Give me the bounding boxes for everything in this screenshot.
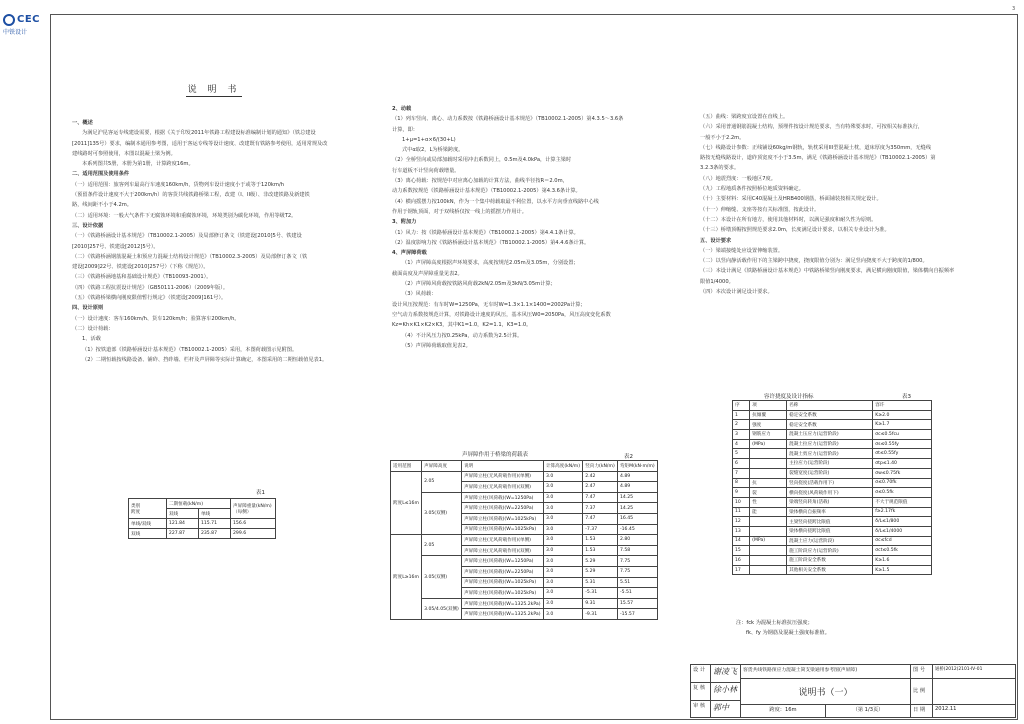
- table-cell: 声屏障立柱(风荷载)(W=1250Pa): [462, 556, 544, 567]
- height-cell: 3.05(双侧): [422, 492, 462, 534]
- table-cell: 混凝土压应力(运营阶段): [787, 430, 873, 440]
- text-line: 设计风压按规范：有车时W=1250Pa，无车时W=1.3×1.1×1400=2002Pa计算；: [392, 301, 586, 308]
- label-drawing-no: 图 号: [911, 665, 933, 679]
- table-cell: 钢筋应力: [750, 430, 787, 440]
- table1-sub-header: 单线: [198, 509, 230, 519]
- text-line: 截面高度及声屏障重量见表2。: [392, 270, 463, 277]
- table-cell: (MPa): [750, 536, 787, 546]
- table-cell: 声屏障立柱(风荷载)(W=2250Pa): [462, 566, 544, 577]
- table-cell: 声屏障立柱(无风荷载作用)(双侧): [462, 482, 544, 493]
- table-row: [391, 471, 658, 482]
- range-cell: 跨度L≤16m: [391, 471, 422, 535]
- text-line: 1+μ=1+α×6/(30+L): [402, 136, 456, 143]
- table-cell: 227.87: [166, 529, 198, 539]
- text-line: （二）以竖向静活载作用下的主梁跨中挠度，挠度限值分别为：满足竖向挠度不大于跨度的1/800。: [700, 258, 928, 265]
- text-line: 四、设计原则: [72, 305, 104, 312]
- table-cell: 声屏障立柱(风荷载)(W=1325.2kPa): [462, 609, 544, 620]
- table3-caption: 表3: [902, 394, 911, 400]
- text-column-2: [392, 104, 664, 351]
- table2-caption: 表2: [624, 454, 633, 460]
- table-cell: 3.0: [543, 566, 582, 577]
- table-cell: 双线: [129, 529, 167, 539]
- text-line: （2）温度影响力按《铁路桥涵设计基本规范》（TB10002.1-2005）第4.4.6条计算。: [392, 239, 590, 246]
- table-cell: 混凝土拉应力(运营阶段): [787, 439, 873, 449]
- table-cell: (MPa): [750, 439, 787, 449]
- table-row: [733, 536, 932, 546]
- text-line: （三）《铁路桥涵地基和基础设计规范》（TB10093-2001）。: [72, 274, 212, 281]
- text-line: （2）二期恒载按线路设备、铺砟、挡砟墙、栏杆及声屏障等实际计算确定，本图采用的二期恒载值见表1。: [82, 356, 328, 363]
- table-cell: 声屏障立柱(风荷载)(W=1325.2kPa): [462, 598, 544, 609]
- table-row: [733, 565, 932, 575]
- table-cell: σc≤0.5fcu: [873, 430, 932, 440]
- table-cell: 声屏障立柱(风荷载)(W=1250Pa): [462, 492, 544, 503]
- table-row: [733, 449, 932, 459]
- table-cell: 4.89: [617, 471, 657, 482]
- table-3-design-indices: [732, 400, 932, 575]
- table-cell: 15: [733, 546, 750, 556]
- table-cell: 不大于规范限值: [873, 497, 932, 507]
- text-line: 2、动载: [392, 106, 412, 112]
- page-number: 3: [1012, 6, 1016, 12]
- text-line: Kz=Kh×K1×K2×K3，其中K1=1.0，K2=1.1，K3=1.0。: [392, 322, 532, 329]
- column-header: 说明: [462, 461, 544, 472]
- table-cell: 1.53: [583, 535, 618, 546]
- table-cell: K≥1.5: [873, 565, 932, 575]
- table-cell: 7.47: [583, 492, 618, 503]
- text-line: 一、概述: [72, 120, 93, 126]
- text-line: 空气动力系数按规范计算，对铁路设计速度的风压，基本风压W0=2050Pa，风压高度变化系数: [392, 311, 611, 318]
- table-cell: 9.31: [583, 598, 618, 609]
- table-row: [391, 535, 658, 546]
- table-cell: 3.0: [543, 513, 582, 524]
- table-cell: 1.53: [583, 545, 618, 556]
- table-cell: 梁体横向自振频率: [787, 507, 873, 517]
- height-cell: 3.05(双侧): [422, 556, 462, 598]
- table-2-noise-barrier-loads: [390, 460, 658, 620]
- text-line: （十二）本设计在所有地方，使用其他材料时，以满足强度和耐久性为原则。: [700, 216, 877, 223]
- table-cell: 强度: [750, 420, 787, 430]
- text-line: [2011]135号）要求，编制本通用参考图，适用于客运专线等设计速度、改建既有铁路参考使用，适用常规及改: [72, 140, 328, 147]
- text-line: （六）采用普通钢筋混凝土结构，预埋件按设计规范要求，当有特殊要求时，可按相关标准执行，: [700, 124, 924, 131]
- signature-review: 徐小林: [711, 683, 741, 701]
- label-review: 复 核: [691, 683, 711, 701]
- table-cell: σc≤fcd: [873, 536, 932, 546]
- table-cell: 主拉应力(运营阶段): [787, 459, 873, 469]
- text-line: （4）不计风压力按0.25kPa，动力系数为2.5计算。: [402, 332, 523, 339]
- text-line: （3）风荷载：: [402, 291, 437, 298]
- table-cell: 12: [733, 517, 750, 527]
- table-cell: 梁端竖向转角(活载): [787, 497, 873, 507]
- column-header: 适用范围: [391, 461, 422, 472]
- table-cell: 3.0: [543, 545, 582, 556]
- text-line: 4、声屏障荷载: [392, 250, 427, 257]
- table-cell: 3: [733, 430, 750, 440]
- table-cell: 3.0: [543, 577, 582, 588]
- table-cell: 11: [733, 507, 750, 517]
- text-line: （1）按铁道部《铁路桥涵设计基本规范》（TB10002.1-2005）采用，本图荷载图示见附图。: [82, 346, 298, 353]
- table-row: [733, 459, 932, 469]
- table-cell: 3.0: [543, 556, 582, 567]
- table-cell: 8: [733, 478, 750, 488]
- table-row: [733, 410, 932, 420]
- table-cell: 9: [733, 488, 750, 498]
- text-line: （五）曲线：梁跨度宜设置在直线上。: [700, 114, 789, 120]
- table-cell: 17: [733, 565, 750, 575]
- text-line: 3.2.3条的要求。: [700, 165, 740, 172]
- logo-subtext: 中铁设计: [3, 29, 28, 36]
- label-design: 设 计: [691, 665, 711, 683]
- table-cell: 2: [733, 420, 750, 430]
- table-cell: 7.75: [617, 566, 657, 577]
- text-line: （4）横向摇摆力按100kN，作为一个集中荷载取最不利位置，以水平方向垂直线路中心线: [392, 198, 599, 205]
- table-cell: 声屏障立柱(无风荷载作用)(单侧): [462, 535, 544, 546]
- table-cell: 混凝土剪应力(运营阶段): [787, 449, 873, 459]
- table-cell: 稳定安全系数: [787, 420, 873, 430]
- table-row: [391, 556, 658, 567]
- table-row: [733, 546, 932, 556]
- table-cell: 16.45: [617, 513, 657, 524]
- table-cell: [750, 459, 787, 469]
- table-cell: [750, 468, 787, 478]
- table-cell: 7.58: [617, 545, 657, 556]
- table-cell: K≥1.7: [873, 420, 932, 430]
- table-cell: 3.0: [543, 598, 582, 609]
- table-cell: 3.0: [543, 503, 582, 514]
- table-cell: 主梁竖向挠跨比限值: [787, 517, 873, 527]
- table-row: [733, 507, 932, 517]
- table-cell: 施工阶段安全系数: [787, 556, 873, 566]
- text-line: （一）设计速度：客车160km/h、货车120km/h；验算客车200km/h。: [72, 315, 240, 322]
- text-line: 作用于钢轨顶面，对于双线桥仅按一线上的摇摆力作用计。: [392, 208, 527, 215]
- table3-title: 容许挠度及设计指标: [764, 394, 814, 400]
- text-line: （二）《铁路桥涵钢筋混凝土和预应力混凝土结构设计规范》（TB10002.3-2005）及局部修订条文（铁: [72, 253, 308, 260]
- table-cell: 3.0: [543, 471, 582, 482]
- table-row: [733, 517, 932, 527]
- table-cell: 14.25: [617, 492, 657, 503]
- text-line: 建设[2009]22号、铁建设[2010]257号）（下称《规范》）。: [72, 264, 209, 271]
- text-line: （一）《铁路桥涵设计基本规范》（TB10002.1-2005）及局部修订条文（铁建设[2010]5号、铁建设: [72, 233, 302, 240]
- date-value: 2012.11: [935, 706, 957, 712]
- table-cell: 竖向挠度(活载作用下): [787, 478, 873, 488]
- table-row: [733, 497, 932, 507]
- text-line: （5）声屏障荷载取值见表2。: [402, 342, 471, 349]
- table-cell: 横向挠度(风荷载作用下): [787, 488, 873, 498]
- text-line: 1、活载: [82, 336, 101, 343]
- table-cell: 声屏障立柱(风荷载)(W=1025kPa): [462, 577, 544, 588]
- table-cell: [750, 546, 787, 556]
- text-line: 行车道板不计竖向荷载增量。: [392, 167, 460, 174]
- label-scale: 比 例: [911, 679, 933, 705]
- text-line: （1）声屏障高度根据声环境要求，高度按规范2.05m及3.05m，分别设置；: [402, 260, 579, 267]
- table-cell: -15.57: [617, 609, 657, 620]
- table-row: [733, 556, 932, 566]
- text-line: （一）梁端接缝处应设置伸缩装置。: [700, 247, 784, 254]
- height-cell: 3.05/4.05(双侧): [422, 598, 462, 619]
- table1-sub-header: 双线: [166, 509, 198, 519]
- table-cell: 4.89: [617, 482, 657, 493]
- table-cell: σtp≤1.40: [873, 459, 932, 469]
- table-cell: σ≤0.70fk: [873, 478, 932, 488]
- table-cell: 裂缝宽度(运营阶段): [787, 468, 873, 478]
- signature-check: 郭中: [711, 701, 741, 718]
- table-row: [391, 598, 658, 609]
- table-cell: 裂: [750, 488, 787, 498]
- table-cell: 混凝土应力(运营阶段): [787, 536, 873, 546]
- span-label: 跨度：16m: [741, 705, 826, 718]
- table1-last-header: 声屏障重量(kN/m)（每侧）: [231, 499, 276, 519]
- range-cell: 跨度L≥16m: [391, 535, 422, 620]
- column-header: 弯矩M(kN·m/m): [617, 461, 657, 472]
- table-cell: 声屏障立柱(无风荷载作用)(单侧): [462, 471, 544, 482]
- table-cell: 抗: [750, 478, 787, 488]
- table-cell: K≥1.6: [873, 556, 932, 566]
- table-cell: σct≤0.5fk: [873, 546, 932, 556]
- text-column-3: [700, 112, 998, 297]
- table-cell: 声屏障立柱(风荷载)(W=2250Pa): [462, 503, 544, 514]
- table-header-row: [733, 401, 932, 411]
- text-line: 建线路时可参照使用，本图以混凝土梁为例。: [72, 150, 176, 157]
- text-column-1: [72, 118, 382, 365]
- document-title: 说 明 书: [186, 82, 242, 97]
- scale-value: [933, 679, 1015, 705]
- table-cell: 其他相关安全系数: [787, 565, 873, 575]
- table-cell: -5.31: [583, 588, 618, 599]
- text-line: 一般不小于2.2m。: [700, 134, 745, 141]
- table-cell: σs≤0.55fy: [873, 439, 932, 449]
- table-cell: 能: [750, 507, 787, 517]
- table-cell: 2.80: [617, 535, 657, 546]
- table-cell: δ/L≤1/4000: [873, 526, 932, 536]
- table-cell: 13: [733, 526, 750, 536]
- table-cell: 2.47: [583, 482, 618, 493]
- table-cell: 7.75: [617, 556, 657, 567]
- table-cell: [750, 556, 787, 566]
- table-row: [733, 439, 932, 449]
- text-line: （四）本次设计满足设计要求。: [700, 289, 773, 296]
- table-cell: 299.6: [231, 529, 276, 539]
- text-line: 三、设计依据: [72, 222, 104, 229]
- text-line: （3）离心荷载：按规范中对应离心加载的计算方法，曲线半径按R＝2.0m，: [392, 178, 568, 185]
- table3-notes: [736, 618, 830, 638]
- table-cell: 施工阶段应力(运营阶段): [787, 546, 873, 556]
- label-check: 审 核: [691, 701, 711, 718]
- logo-text: CEC: [17, 14, 41, 25]
- table-cell: 声屏障立柱(风荷载)(W=1025kPa): [462, 513, 544, 524]
- text-line: （2）声屏障风荷载按铁路风荷载2kN/2.05m及3kN/3.05m计算；: [402, 281, 556, 288]
- table-row: [733, 420, 932, 430]
- table-cell: 156.6: [231, 519, 276, 529]
- table-cell: f≥2.17fk: [873, 507, 932, 517]
- table-cell: σ≤0.5fk: [873, 488, 932, 498]
- note-line: 注：fck 为混凝土标准抗压强度；: [736, 620, 813, 626]
- table-cell: 7: [733, 468, 750, 478]
- table-cell: [750, 517, 787, 527]
- table-cell: -7.37: [583, 524, 618, 535]
- table-cell: 性: [750, 497, 787, 507]
- text-line: （2）全桥竖向或局部加载时采用冲击系数同上，0.5m及4.0kPa，计算主梁时: [392, 157, 572, 164]
- table-cell: 3.0: [543, 524, 582, 535]
- text-line: 3、附加力: [392, 219, 417, 226]
- text-line: 五、设计要求: [700, 237, 732, 244]
- table-cell: 3.0: [543, 588, 582, 599]
- text-line: （九）工程地质条件按照桥位地质资料确定。: [700, 186, 804, 193]
- text-line: 本系列图共5册，本册为第1册，计算跨度16m。: [82, 161, 194, 168]
- text-line: （四）《铁路工程抗震设计规范》（GB50111-2006）（2009年版）。: [72, 284, 229, 291]
- text-line: [2010]257号、铁建设[2012]5号）。: [72, 243, 159, 250]
- table-row: [733, 526, 932, 536]
- height-cell: 2.05: [422, 471, 462, 492]
- sheet-label: （第 1/3页）: [826, 705, 911, 718]
- table-cell: 声屏障立柱(风荷载)(W=1025kPa): [462, 588, 544, 599]
- signature-design: 谢凌飞: [711, 665, 741, 683]
- table-row: [129, 529, 276, 539]
- table-cell: 7.47: [583, 513, 618, 524]
- column-header: 计算高度(kN/m): [543, 461, 582, 472]
- table1-group-header: 二期恒载(kN/m): [166, 499, 230, 509]
- table-cell: -9.31: [583, 609, 618, 620]
- text-line: 动力系数按规范《铁路桥涵设计基本规范》（TB10002.1-2005）第4.3.6条计算。: [392, 188, 581, 195]
- column-header: 竖向力(kN/m): [583, 461, 618, 472]
- column-header: 声屏障高度: [422, 461, 462, 472]
- table-cell: 5.29: [583, 556, 618, 567]
- text-line: （十三）桥墩顶帽按照规范要求2.0m，长度满足设计要求，以相关专业设计为准。: [700, 227, 890, 234]
- table-cell: -5.51: [617, 588, 657, 599]
- table-cell: 5.29: [583, 566, 618, 577]
- table-cell: 3.0: [543, 535, 582, 546]
- table-row: [733, 488, 932, 498]
- text-line: （七）线路设计参数：正线铺设60kg/m钢轨，轨枕采用III型混凝土枕，道床厚度为350mm，无缝线: [700, 144, 932, 151]
- table-cell: 单线/双线: [129, 519, 167, 529]
- company-logo: [3, 14, 47, 36]
- text-line: 路，线间距不小于4.2m。: [72, 202, 132, 209]
- table-cell: -16.45: [617, 524, 657, 535]
- text-line: 二、适用范围及使用条件: [72, 171, 130, 178]
- drawing-name: 说明书（一）: [741, 679, 911, 705]
- table-cell: 5.51: [617, 577, 657, 588]
- table-cell: 梁体横向挠跨比限值: [787, 526, 873, 536]
- table-cell: 3.0: [543, 609, 582, 620]
- text-line: （五）《铁路桥梁横向刚度限值暂行规定》（铁建设[2009]161号）。: [72, 295, 227, 302]
- table-cell: σt≤0.55fy: [873, 449, 932, 459]
- column-header: 项: [750, 401, 787, 411]
- table-cell: 声屏障立柱(风荷载)(W=1025kPa): [462, 524, 544, 535]
- table-header-row: [391, 461, 658, 472]
- table-cell: 4: [733, 439, 750, 449]
- text-line: 限值1/4000。: [700, 278, 734, 285]
- title-block: [690, 664, 1016, 718]
- text-line: （一）适用范围：旅客列车最高行车速度160km/h，货物列车设计速度小于或等于120km/h: [72, 181, 284, 188]
- column-header: 容许: [873, 401, 932, 411]
- table-cell: 3.0: [543, 482, 582, 493]
- text-line: 为满足沪昆客运专线建设需要，根据《关于印发2011年铁路工程建设标准编制计划的通知》（铁总建设: [82, 130, 316, 137]
- table-cell: 5: [733, 449, 750, 459]
- table-cell: [750, 449, 787, 459]
- table-row: [129, 519, 276, 529]
- text-line: 式中α取2，L为桥梁跨度。: [402, 147, 464, 154]
- table-cell: [750, 565, 787, 575]
- table-cell: 3.0: [543, 492, 582, 503]
- table2-title: 声屏障作用于桥梁的荷载表: [462, 452, 529, 458]
- table1-caption: 表1: [256, 490, 265, 496]
- text-line: （预留条件设计速度不大于200km/h）的客货共线铁路桥梁工程，改建（I、II级）、非改建铁路及新建铁: [72, 192, 310, 199]
- note-line: fk、fy 为钢筋及混凝土强度标准值。: [746, 630, 830, 636]
- logo-mark-icon: [3, 14, 15, 26]
- table-cell: [750, 526, 787, 536]
- table-cell: 1: [733, 410, 750, 420]
- table-row: [733, 468, 932, 478]
- table-1-dead-load: [128, 498, 276, 539]
- table-cell: 14: [733, 536, 750, 546]
- text-line: （1）列车竖向、离心、动力系数按《铁路桥涵设计基本规范》（TB10002.1-2005）第4.3.5～3.6条: [392, 116, 624, 123]
- height-cell: 2.05: [422, 535, 462, 556]
- project-name: 客货共线铁路预应力混凝土简支梁通用参考图(声屏障): [741, 665, 911, 679]
- table-cell: 16: [733, 556, 750, 566]
- table-cell: 121.84: [166, 519, 198, 529]
- table-cell: 抗倾覆: [750, 410, 787, 420]
- text-line: （十）主要材料：采用C40混凝土及HRB400钢筋，桥面铺装按相关规定设计。: [700, 196, 882, 203]
- table-cell: 2.42: [583, 471, 618, 482]
- text-line: （二）适用环境：一般大气条件下无腐蚀环境和重腐蚀环境，环境类别为碳化环境，作用等级T2。: [72, 212, 297, 219]
- table-cell: 声屏障立柱(无风荷载作用)(双侧): [462, 545, 544, 556]
- column-header: 序: [733, 401, 750, 411]
- column-header: 名称: [787, 401, 873, 411]
- text-line: （二）设计荷载：: [72, 325, 114, 332]
- table-row: [391, 492, 658, 503]
- text-line: 计算，即：: [392, 126, 418, 133]
- text-line: （十一）伸缩缝、支座等按有关标准图，按此设计。: [700, 206, 820, 213]
- table-cell: 235.87: [198, 529, 230, 539]
- drawing-number: 通桥(2012)2101-Ⅳ-01: [933, 665, 1015, 679]
- table-row: [733, 478, 932, 488]
- table-cell: σw≤0.75fk: [873, 468, 932, 478]
- table-cell: 14.25: [617, 503, 657, 514]
- table-cell: 15.57: [617, 598, 657, 609]
- table-cell: K≥2.0: [873, 410, 932, 420]
- table-cell: 7.37: [583, 503, 618, 514]
- text-line: 路按无缝线路设计，道砟顶宽度不小于3.5m，满足《铁路桥涵设计基本规范》（TB10002.1-2005）第: [700, 155, 936, 162]
- table-row: [733, 430, 932, 440]
- table-cell: 10: [733, 497, 750, 507]
- table1-corner: 类别 跨度: [129, 499, 167, 519]
- table-cell: 115.71: [198, 519, 230, 529]
- table-cell: 稳定安全系数: [787, 410, 873, 420]
- text-line: （1）风力：按《铁路桥涵设计基本规范》（TB10002.1-2005）第4.4.1条计算。: [392, 229, 579, 236]
- text-line: （八）地震烈度：一般地区7度。: [700, 175, 776, 182]
- table-cell: 6: [733, 459, 750, 469]
- table-cell: 5.31: [583, 577, 618, 588]
- label-date: 日 期: [911, 705, 933, 718]
- text-line: （三）本设计满足《铁路桥涵设计基本规范》中铁路桥梁竖向刚度要求，满足横向刚度限值，梁体横向自振频率: [700, 268, 955, 275]
- table-cell: δ/L≤1/800: [873, 517, 932, 527]
